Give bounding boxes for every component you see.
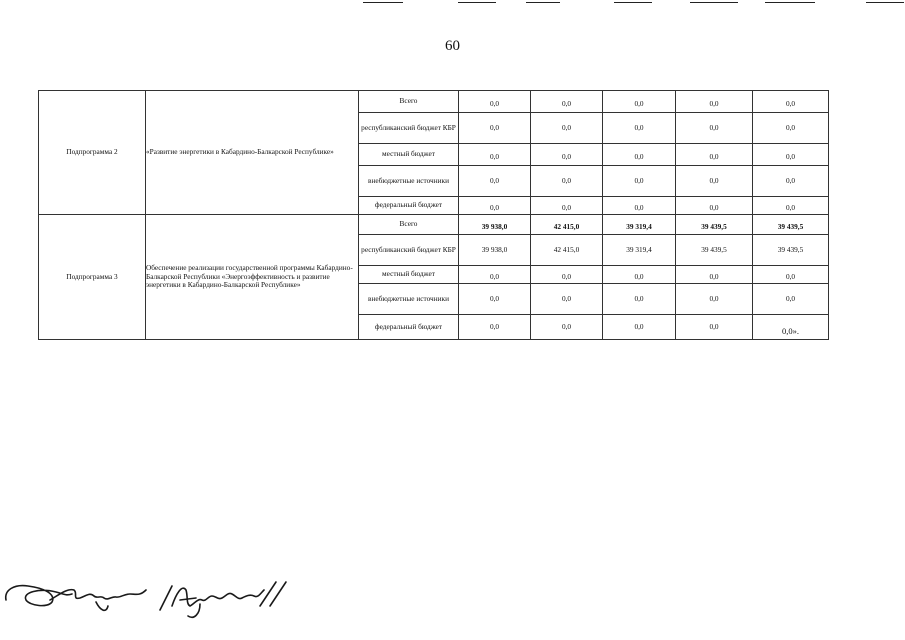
funding-source-cell: республиканский бюджет КБР — [359, 113, 459, 144]
value-cell: 0,0 — [676, 197, 753, 215]
value-cell: 0,0 — [676, 315, 753, 340]
value-cell: 0,0 — [603, 197, 676, 215]
top-rule — [765, 2, 815, 3]
value-cell: 39 938,0 — [459, 235, 531, 266]
funding-source-cell: федеральный бюджет — [359, 315, 459, 340]
value-cell: 0,0 — [753, 113, 829, 144]
value-cell: 0,0 — [459, 113, 531, 144]
value-cell: 0,0 — [753, 166, 829, 197]
value-cell: 0,0 — [531, 166, 603, 197]
value-cell: 0,0 — [531, 91, 603, 113]
funding-source-cell: внебюджетные источники — [359, 284, 459, 315]
value-cell: 0,0 — [603, 113, 676, 144]
value-cell: 0,0 — [753, 91, 829, 113]
value-cell: 0,0 — [676, 91, 753, 113]
program-name-cell: Подпрограмма 3 — [39, 215, 146, 340]
funding-source-cell: местный бюджет — [359, 144, 459, 166]
value-cell: 0,0 — [459, 315, 531, 340]
value-cell: 0,0 — [459, 197, 531, 215]
table-row — [39, 91, 829, 113]
program-description-cell: Обеспечение реализации государственной программы Кабардино-Балкарской Республики «Энергоэффективность и развитие энергетики в Кабардино-Балкарской Республике» — [146, 215, 359, 340]
value-cell: 39 439,5 — [676, 235, 753, 266]
value-cell: 0,0 — [676, 266, 753, 284]
value-cell: 0,0 — [531, 266, 603, 284]
value-cell: 39 439,5 — [676, 215, 753, 235]
value-cell: 39 439,5 — [753, 215, 829, 235]
value-cell: 39 439,5 — [753, 235, 829, 266]
signature — [0, 560, 300, 630]
value-cell: 0,0 — [459, 266, 531, 284]
top-rule — [458, 2, 496, 3]
value-text: 0,0 — [782, 325, 793, 336]
program-name-cell: Подпрограмма 2 — [39, 91, 146, 215]
value-cell: 0,0 — [603, 315, 676, 340]
funding-source-cell: Всего — [359, 215, 459, 235]
value-cell: 0,0 — [603, 166, 676, 197]
value-cell: 0,0 — [753, 197, 829, 215]
top-rule — [690, 2, 738, 3]
value-cell: 0,0 — [531, 144, 603, 166]
value-cell: 39 319,4 — [603, 235, 676, 266]
value-cell: 39 319,4 — [603, 215, 676, 235]
value-cell: 0,0 — [676, 166, 753, 197]
value-cell: 0,0 — [603, 266, 676, 284]
value-cell: 42 415,0 — [531, 235, 603, 266]
top-rule — [363, 2, 403, 3]
funding-source-cell: внебюджетные источники — [359, 166, 459, 197]
funding-source-cell: местный бюджет — [359, 266, 459, 284]
value-cell: 0,0 — [603, 91, 676, 113]
value-cell: 0,0 — [753, 266, 829, 284]
value-cell: 0,0 — [459, 144, 531, 166]
top-rule — [614, 2, 652, 3]
funding-source-cell: республиканский бюджет КБР — [359, 235, 459, 266]
value-cell: 0,0 — [753, 284, 829, 315]
value-cell: 0,0 — [459, 284, 531, 315]
funding-source-cell: Всего — [359, 91, 459, 113]
value-cell: 0,0 — [531, 197, 603, 215]
value-cell: 0,0 — [676, 284, 753, 315]
budget-table — [38, 90, 829, 340]
value-cell: 0,0 — [531, 315, 603, 340]
top-rule — [866, 2, 904, 3]
value-cell: 0,0 — [531, 284, 603, 315]
value-cell: 39 938,0 — [459, 215, 531, 235]
program-description-cell: «Развитие энергетики в Кабардино-Балкарской Республике» — [146, 91, 359, 215]
table-row — [39, 215, 829, 235]
value-cell: 0,0 — [459, 91, 531, 113]
closing-quote-mark: ». — [792, 325, 799, 336]
value-cell: 0,0 — [753, 144, 829, 166]
value-cell: 0,0 — [459, 166, 531, 197]
value-cell: 42 415,0 — [531, 215, 603, 235]
top-rule — [526, 2, 560, 3]
value-cell — [753, 315, 829, 340]
value-cell: 0,0 — [603, 144, 676, 166]
page-number: 60 — [445, 38, 460, 54]
funding-source-cell: федеральный бюджет — [359, 197, 459, 215]
value-cell: 0,0 — [531, 113, 603, 144]
value-cell: 0,0 — [676, 113, 753, 144]
value-cell: 0,0 — [603, 284, 676, 315]
value-cell: 0,0 — [676, 144, 753, 166]
